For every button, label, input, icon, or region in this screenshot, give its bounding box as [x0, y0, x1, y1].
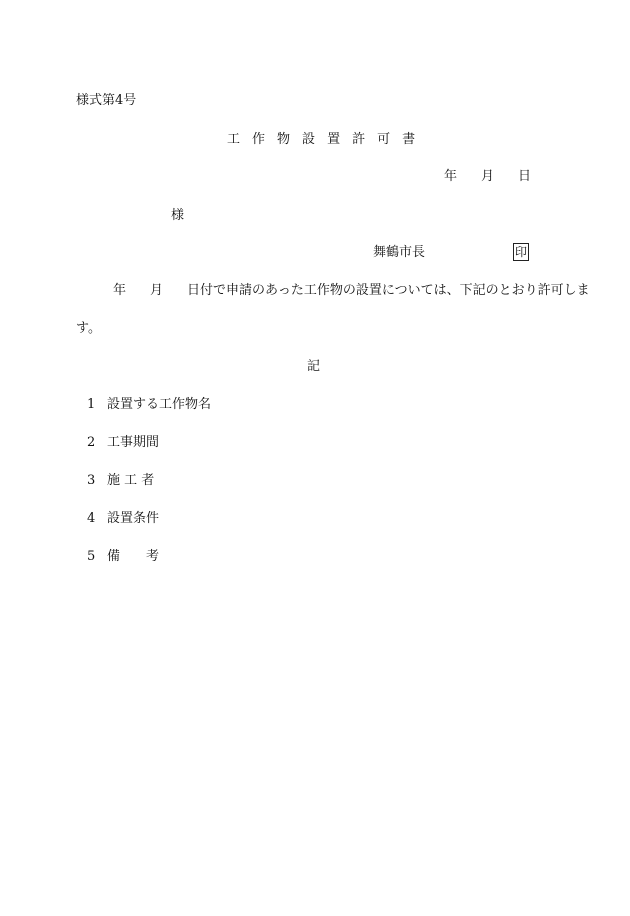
title-char: 工 — [227, 132, 241, 147]
date-line — [444, 170, 531, 183]
item-number: 4 — [87, 511, 96, 526]
item-number: 1 — [87, 397, 96, 412]
item-number: 3 — [87, 473, 96, 488]
title-char: 設 — [302, 132, 316, 147]
item-label: 備 考 — [107, 549, 160, 564]
item-number: 2 — [87, 435, 96, 450]
item-number: 5 — [87, 549, 96, 564]
item-label: 設置条件 — [107, 511, 160, 526]
issuer-name: 舞鶴市長 — [373, 245, 426, 260]
date-month: 月 — [481, 169, 495, 184]
date-day: 日 — [518, 169, 532, 184]
list-item — [87, 550, 159, 563]
form-number: 様式第4号 — [76, 93, 137, 108]
title-char: 書 — [402, 132, 416, 147]
addressee-suffix: 様 — [171, 208, 185, 223]
title-char: 可 — [377, 132, 391, 147]
ki-heading: 記 — [307, 359, 321, 374]
body-text-line-2: す。 — [76, 321, 101, 336]
list-item — [87, 474, 154, 487]
list-item — [87, 398, 211, 411]
list-item — [87, 512, 159, 525]
document-title — [227, 133, 415, 146]
item-label: 設置する工作物名 — [107, 397, 212, 412]
body-text-line-1 — [113, 284, 590, 297]
date-year: 年 — [444, 169, 458, 184]
seal-stamp: 印 — [514, 245, 527, 259]
body-year: 年 — [113, 283, 127, 298]
title-char: 作 — [252, 132, 266, 147]
body-text: 日付で申請のあった工作物の設置については、下記のとおり許可しま — [187, 283, 590, 298]
body-month: 月 — [150, 283, 164, 298]
title-char: 物 — [277, 132, 291, 147]
title-char: 置 — [327, 132, 341, 147]
list-item — [87, 436, 159, 449]
item-label: 施 工 者 — [107, 473, 155, 488]
title-char: 許 — [352, 132, 366, 147]
item-label: 工事期間 — [107, 435, 160, 450]
